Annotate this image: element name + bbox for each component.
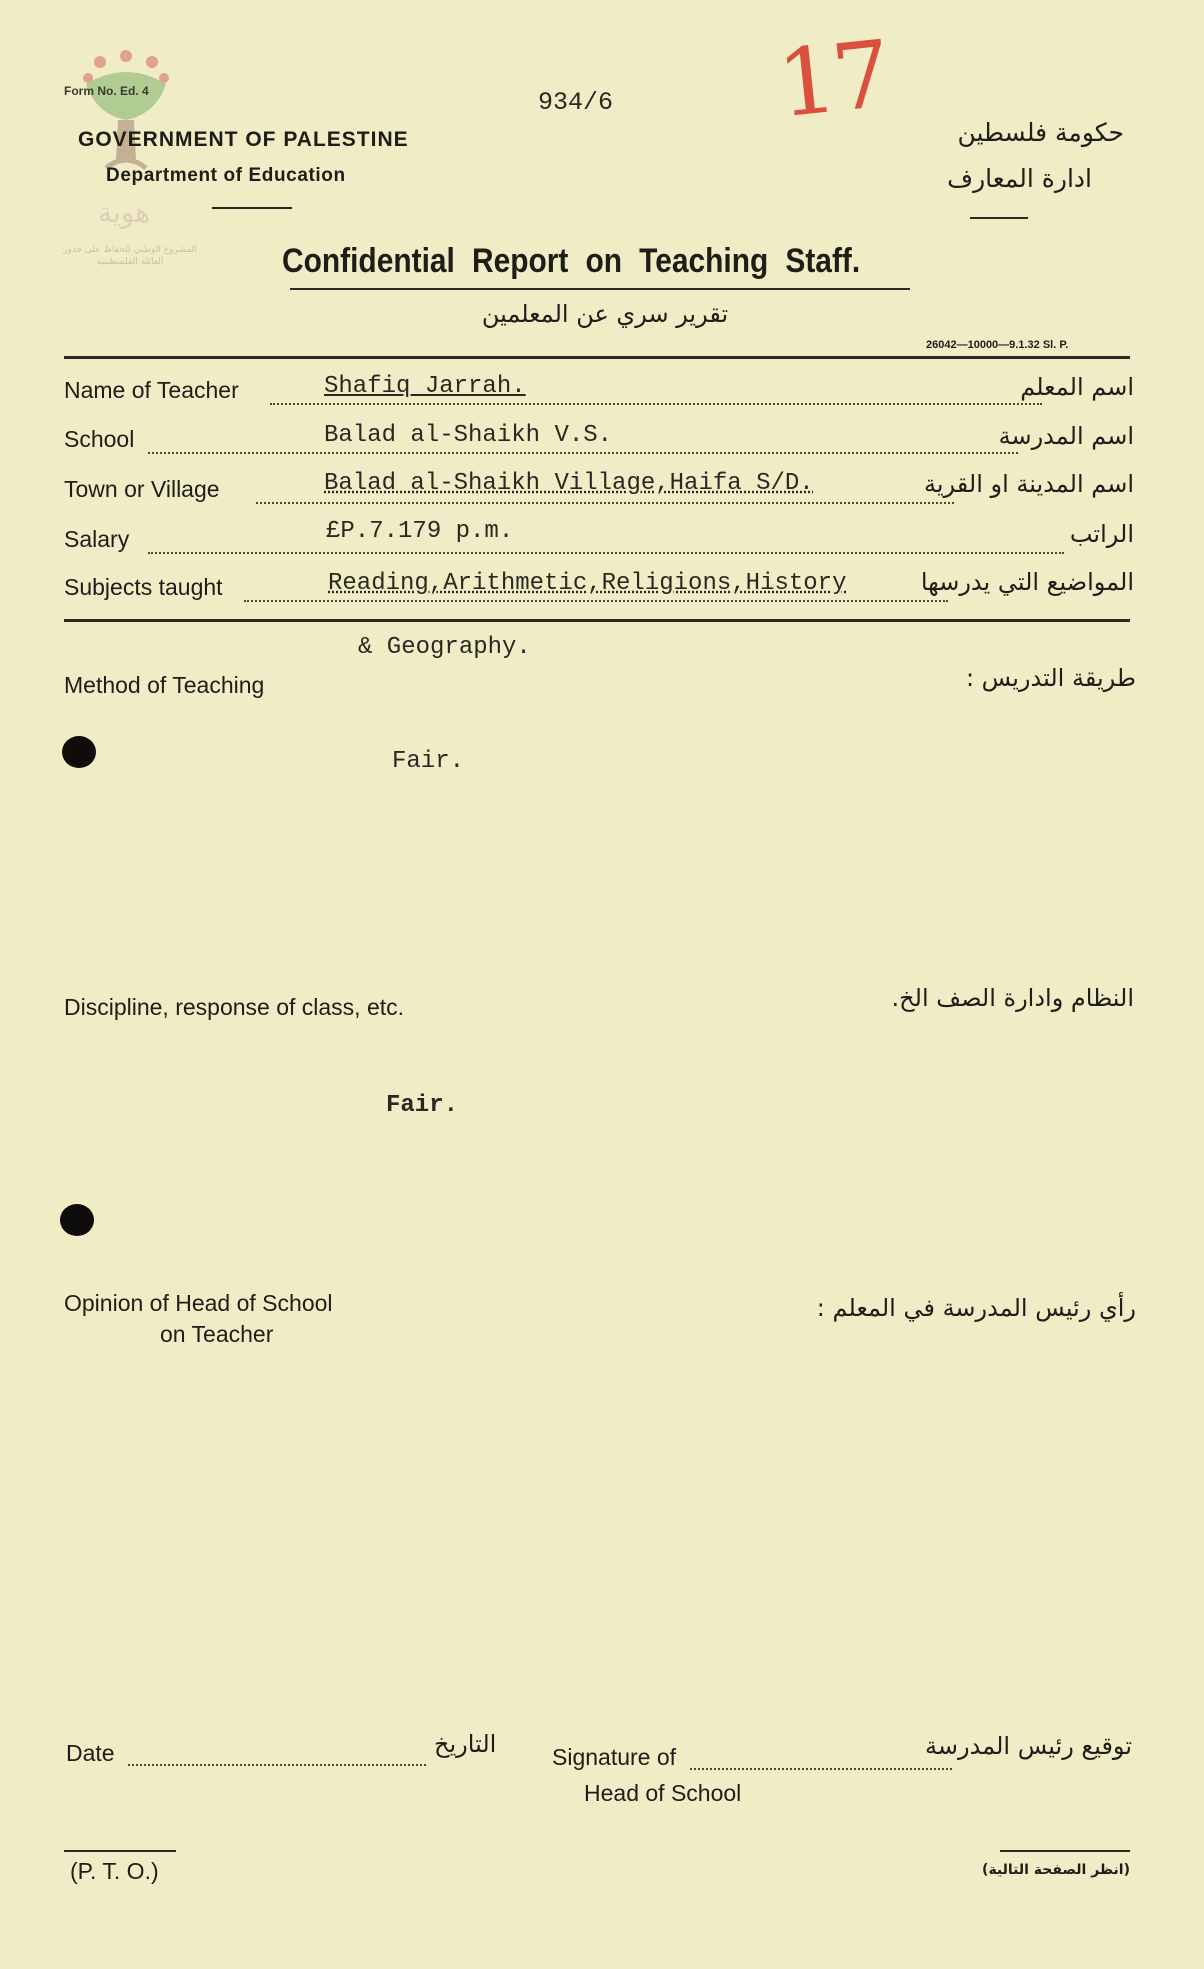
salary-label-ar: الراتب xyxy=(1069,520,1134,548)
watermark-caption: المشروع الوطني للحفاظ على جذور العائلة الفلسطينية xyxy=(63,245,197,267)
signature-label-ar: توقيع رئيس المدرسة xyxy=(925,1732,1132,1760)
department-title-ar: ادارة المعارف xyxy=(947,164,1092,193)
handwritten-number: 17 xyxy=(772,20,893,139)
discipline-label-ar: النظام وادارة الصف الخ. xyxy=(891,984,1134,1012)
discipline-label: Discipline, response of class, etc. xyxy=(64,994,405,1020)
teacher-name-label-ar: اسم المعلم xyxy=(1020,373,1134,401)
town-value: Balad al-Shaikh Village,Haifa S/D. xyxy=(324,470,814,497)
field-row-town xyxy=(64,470,1134,510)
government-title-en: GOVERNMENT OF PALESTINE xyxy=(78,128,409,151)
field-row-teacher-name xyxy=(64,373,1134,413)
method-label: Method of Teaching xyxy=(64,672,265,698)
header-rule-right xyxy=(970,217,1028,219)
subjects-value: Reading,Arithmetic,Religions,History xyxy=(328,570,847,597)
town-label-ar: اسم المدينة او القرية xyxy=(923,470,1134,498)
salary-value: £P.7.179 p.m. xyxy=(326,518,514,545)
report-title-en: Confidential Report on Teaching Staff. xyxy=(282,242,861,280)
opinion-label-line2: on Teacher xyxy=(160,1321,274,1347)
punch-hole-top xyxy=(62,736,96,768)
date-label-ar: التاريخ xyxy=(434,1730,497,1758)
field-row-school xyxy=(64,422,1134,462)
school-label: School xyxy=(64,426,135,452)
date-dotted-line xyxy=(128,1764,426,1766)
department-title-en: Department of Education xyxy=(106,165,346,186)
signature-label-line2: Head of School xyxy=(584,1780,742,1806)
subjects-label: Subjects taught xyxy=(64,574,223,600)
print-code: 26042—10000—9.1.32 Sl. P. xyxy=(926,339,1069,351)
pto-label: (P. T. O.) xyxy=(70,1858,159,1884)
dotted-line xyxy=(148,552,1064,554)
dotted-line xyxy=(148,452,1018,454)
dotted-line xyxy=(244,600,948,602)
watermark-text: هوية xyxy=(98,196,151,229)
opinion-label-line1: Opinion of Head of School xyxy=(64,1290,333,1316)
punch-hole-bottom xyxy=(60,1204,94,1236)
field-row-salary xyxy=(64,518,1134,558)
report-title-ar: تقرير سري عن المعلمين xyxy=(481,300,729,328)
subjects-continued: & Geography. xyxy=(358,634,531,661)
opinion-label-ar: رأي رئيس المدرسة في المعلم : xyxy=(816,1294,1136,1322)
method-label-ar: طريقة التدريس : xyxy=(965,664,1136,692)
field-row-subjects xyxy=(64,568,1134,608)
top-divider xyxy=(64,356,1130,359)
pto-label-ar: (انظر الصفحة التالية) xyxy=(982,1862,1130,1878)
watermark-tree-logo xyxy=(66,50,186,180)
pto-ar-rule xyxy=(1000,1850,1130,1852)
signature-label: Signature of xyxy=(552,1744,677,1770)
title-underline xyxy=(290,288,910,290)
discipline-value: Fair. xyxy=(386,1092,459,1119)
salary-label: Salary xyxy=(64,526,130,552)
pto-rule xyxy=(64,1850,176,1852)
teacher-name-value: Shafiq Jarrah. xyxy=(324,373,526,400)
header-rule-left xyxy=(212,207,292,209)
school-label-ar: اسم المدرسة xyxy=(998,422,1134,450)
file-reference: 934/6 xyxy=(538,88,614,117)
method-value: Fair. xyxy=(392,748,465,775)
fields-divider xyxy=(64,619,1130,622)
dotted-line xyxy=(270,403,1042,405)
signature-dotted-line xyxy=(690,1768,952,1770)
town-label: Town or Village xyxy=(64,476,220,502)
government-title-ar: حكومة فلسطين xyxy=(957,118,1124,147)
teacher-name-label: Name of Teacher xyxy=(64,377,239,403)
form-number: Form No. Ed. 4 xyxy=(64,84,149,98)
school-value: Balad al-Shaikh V.S. xyxy=(324,422,613,449)
dotted-line xyxy=(256,502,954,504)
subjects-label-ar: المواضيع التي يدرسها xyxy=(920,568,1134,596)
date-label: Date xyxy=(66,1740,115,1766)
